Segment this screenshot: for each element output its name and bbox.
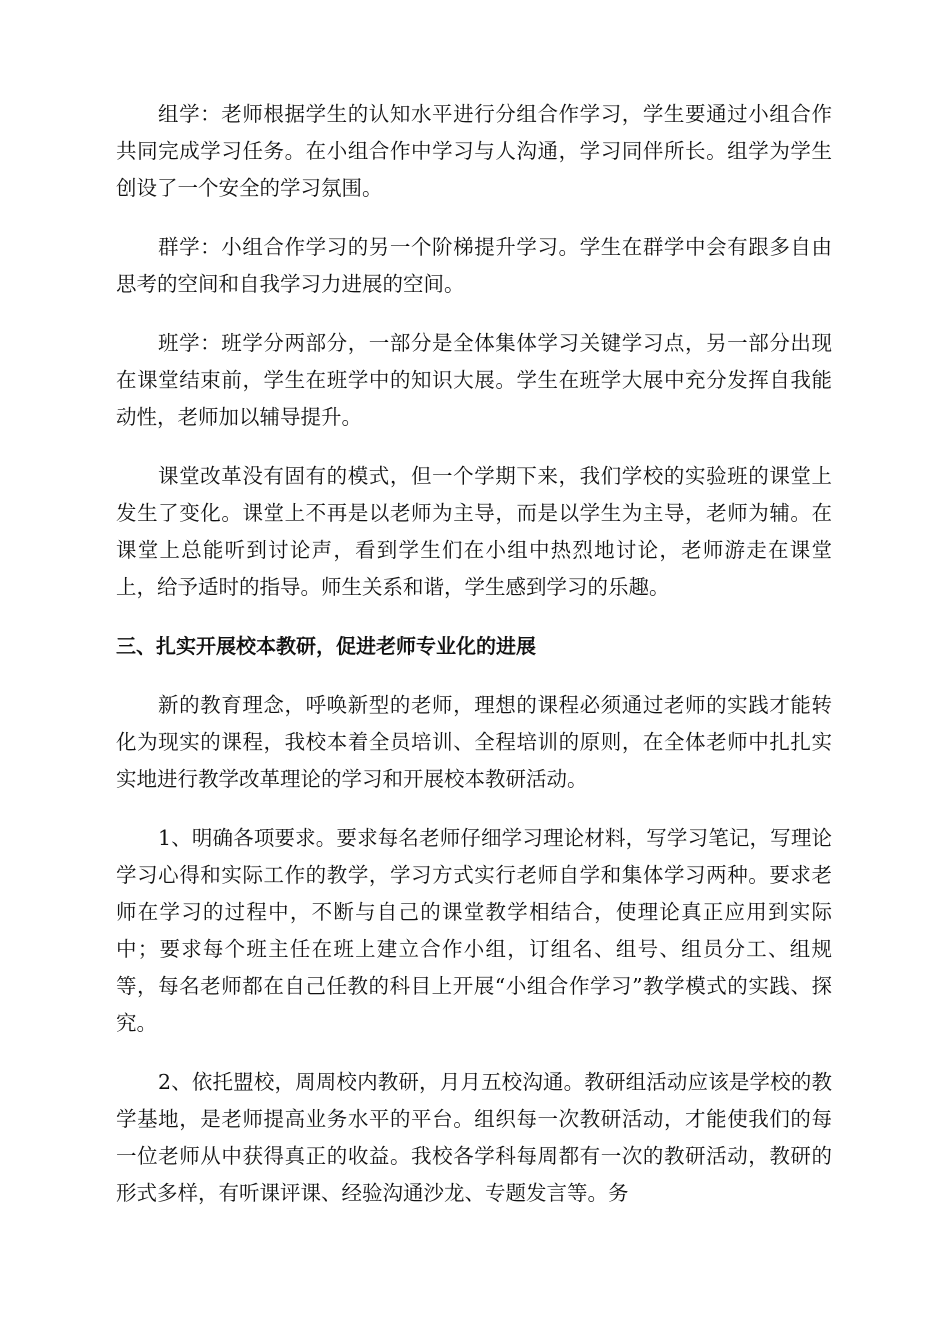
paragraph-alliance-schools: 2、依托盟校，周周校内教研，月月五校沟通。教研组活动应该是学校的教学基地，是老师提高业务水平的平台。组织每一次教研活动，才能使我们的每一位老师从中获得真正的收益。我校各学科每周都有一次的教研活动，教研的形式多样，有听课评课、经验沟通沙龙、专题发言等。务	[116, 1070, 832, 1205]
paragraph-cluster-learning: 群学：小组合作学习的另一个阶梯提升学习。学生在群学中会有跟多自由思考的空间和自我学习力进展的空间。	[116, 235, 832, 296]
paragraph-group-learning: 组学：老师根据学生的认知水平进行分组合作学习，学生要通过小组合作共同完成学习任务。在小组合作中学习与人沟通，学习同伴所长。组学为学生创设了一个安全的学习氛围。	[116, 102, 832, 200]
paragraph-class-learning: 班学：班学分两部分，一部分是全体集体学习关键学习点，另一部分出现在课堂结束前，学生在班学中的知识大展。学生在班学大展中充分发挥自我能动性，老师加以辅导提升。	[116, 331, 832, 429]
section-heading: 三、扎实开展校本教研，促进老师专业化的进展	[116, 634, 536, 658]
document-page	[116, 96, 832, 1234]
paragraph-requirements: 1、明确各项要求。要求每名老师仔细学习理论材料，写学习笔记，写理论学习心得和实际工作的教学，学习方式实行老师自学和集体学习两种。要求老师在学习的过程中，不断与自己的课堂教学相结合，使理论真正应用到实际中；要求每个班主任在班上建立合作小组，订组名、组号、组员分工、组规等，每名老师都在自己任教的科目上开展“小组合作学习”教学模式的实践、探究。	[116, 826, 832, 1035]
paragraph-classroom-reform: 课堂改革没有固有的模式，但一个学期下来，我们学校的实验班的课堂上发生了变化。课堂上不再是以老师为主导，而是以学生为主导，老师为辅。在课堂上总能听到讨论声，看到学生们在小组中热烈地讨论，老师游走在课堂上，给予适时的指导。师生关系和谐，学生感到学习的乐趣。	[116, 464, 832, 599]
paragraph-new-concept: 新的教育理念，呼唤新型的老师，理想的课程必须通过老师的实践才能转化为现实的课程，我校本着全员培训、全程培训的原则，在全体老师中扎扎实实地进行教学改革理论的学习和开展校本教研活动。	[116, 693, 832, 791]
